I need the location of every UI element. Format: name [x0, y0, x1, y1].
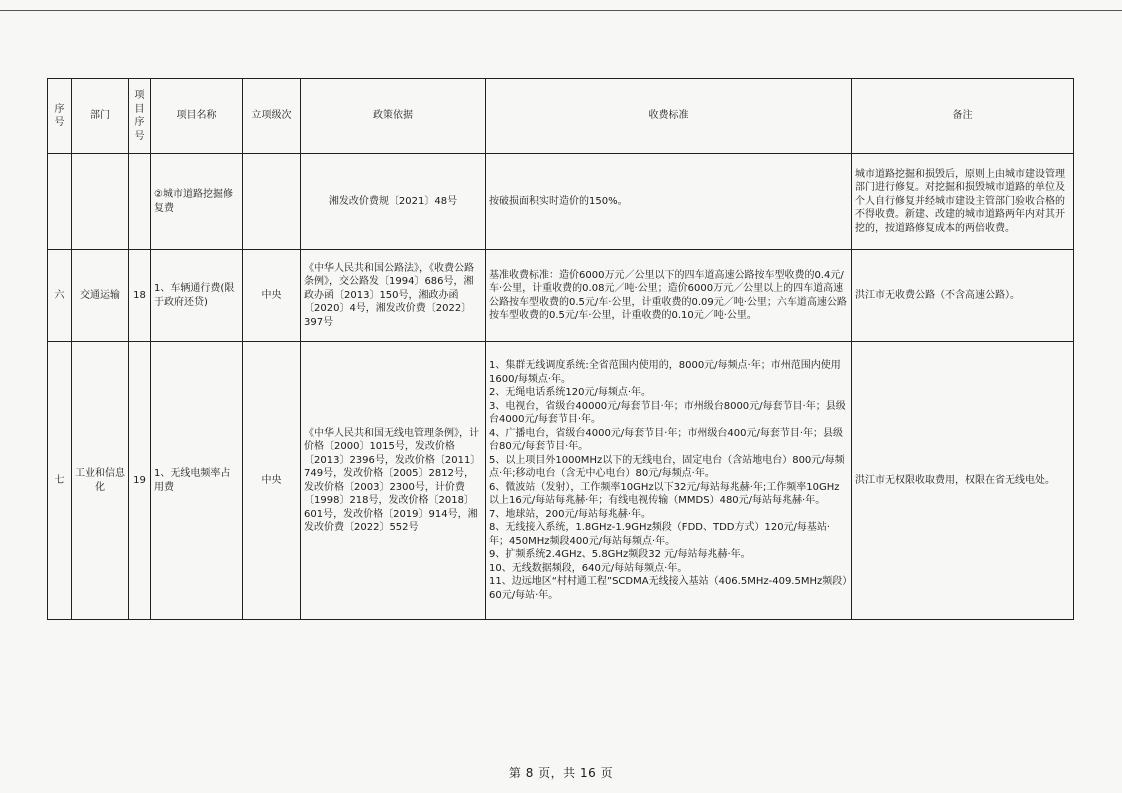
cell-standard [486, 342, 852, 620]
cell-item-name: 1、车辆通行费(限于政府还贷) [151, 250, 243, 342]
cell-item-name: ②城市道路挖掘修复费 [151, 154, 243, 250]
fee-line: 1、集群无线调度系统:全省范围内使用的，8000元/每频点·年；市州范围内使用1600/每频点·年。 [489, 360, 841, 385]
page-number: 第 8 页，共 16 页 [508, 766, 614, 780]
header-standard: 收费标准 [486, 79, 852, 154]
top-rule [0, 10, 1122, 11]
cell-seq: 六 [48, 250, 72, 342]
cell-remark: 城市道路挖掘和损毁后，原则上由城市建设管理部门进行修复。对挖掘和损毁城市道路的单位及个人自行修复并经城市建设主管部门验收合格的不得收费。新建、改建的城市道路两年内对其开挖的，按道路修复成本的两倍收费。 [852, 154, 1074, 250]
cell-remark: 洪江市无权限收取费用，权限在省无线电处。 [852, 342, 1074, 620]
cell-item-seq: 18 [129, 250, 151, 342]
table-row [48, 342, 1074, 620]
table-header-row [48, 79, 1074, 154]
fee-line: 6、微波站（发射），工作频率10GHz以下32元/每站每兆赫·年;工作频率10GHz以上16元/每站每兆赫·年；有线电视传输（MMDS）480元/每站每兆赫·年。 [489, 481, 840, 506]
cell-item-seq [129, 154, 151, 250]
cell-level [243, 154, 301, 250]
cell-standard: 基准收费标准：造价6000万元／公里以下的四车道高速公路按车型收费的0.4元/车·公里，计重收费的0.08元／吨·公里；造价6000万元／公里以上的四车道高速公路按车型收费的0.5元/车·公里，计重收费的0.09元／吨·公里；六车道高速公路 按车型收费的0.5元/车·公里，计重收费的0.10元／吨·公里。 [486, 250, 852, 342]
cell-policy: 湘发改价费规〔2021〕48号 [301, 154, 486, 250]
cell-dept [72, 154, 129, 250]
cell-standard: 按破损面积实时造价的150%。 [486, 154, 852, 250]
cell-seq: 七 [48, 342, 72, 620]
cell-policy: 《中华人民共和国无线电管理条例》，计价格〔2000〕1015号，发改价格〔2013〕2396号，发改价格〔2011〕749号，发改价格〔2005〕2812号，发改价格〔2003〕2300号，计价费〔1998〕218号，发改价格〔2018〕601号，发改价格〔2019〕914号，湘发改价费〔2022〕552号 [301, 342, 486, 620]
cell-seq [48, 154, 72, 250]
fee-line: 7、地球站，200元/每站每兆赫·年。 [489, 508, 651, 520]
cell-policy: 《中华人民共和国公路法》，《收费公路条例》，交公路发〔1994〕686号，湘政办函〔2013〕150号，湘政办函〔2020〕4号，湘发改价费〔2022〕397号 [301, 250, 486, 342]
cell-remark: 洪江市无收费公路（不含高速公路）。 [852, 250, 1074, 342]
fee-table [47, 78, 1074, 620]
header-policy: 政策依据 [301, 79, 486, 154]
header-dept: 部门 [72, 79, 129, 154]
header-level: 立项级次 [243, 79, 301, 154]
fee-line: 2、无绳电话系统120元/每频点·年。 [489, 387, 651, 398]
fee-line: 11、边远地区“村村通工程”SCDMA无线接入基站（406.5MHz-409.5MHz频段）60元/每站·年。 [489, 576, 848, 601]
cell-level: 中央 [243, 342, 301, 620]
fee-line: 3、电视台，省级台40000元/每套节目·年；市州级台8000元/每套节目·年；县级台4000元/每套节目·年。 [489, 400, 846, 425]
cell-dept: 交通运输 [72, 250, 129, 342]
header-seq: 序号 [48, 79, 72, 154]
fee-line: 9、扩频系统2.4GHz、5.8GHz频段32 元/每站每兆赫·年。 [489, 549, 751, 560]
cell-item-name: 1、无线电频率占用费 [151, 342, 243, 620]
fee-line: 5、以上项目外1000MHz以下的无线电台，固定电台（含站地电台）800元/每频点·年;移动电台（含无中心电台）80元/每频点·年。 [489, 454, 845, 479]
table-row [48, 250, 1074, 342]
cell-item-seq: 19 [129, 342, 151, 620]
header-remark: 备注 [852, 79, 1074, 154]
table-row [48, 154, 1074, 250]
cell-level: 中央 [243, 250, 301, 342]
fee-line: 8、无线接入系统，1.8GHz-1.9GHz频段（FDD、TDD方式）120元/每基站·年；450MHz频段400元/每站每频点·年。 [489, 522, 831, 547]
fee-line: 10、无线数据频段，640元/每站每频点·年。 [489, 562, 688, 574]
header-item-name: 项目名称 [151, 79, 243, 154]
cell-dept: 工业和信息化 [72, 342, 129, 620]
header-item-seq: 项目序号 [129, 79, 151, 154]
fee-line: 4、广播电台，省级台4000元/每套节目·年；市州级台400元/每套节目·年；县级台80元/每套节目·年。 [489, 427, 843, 452]
